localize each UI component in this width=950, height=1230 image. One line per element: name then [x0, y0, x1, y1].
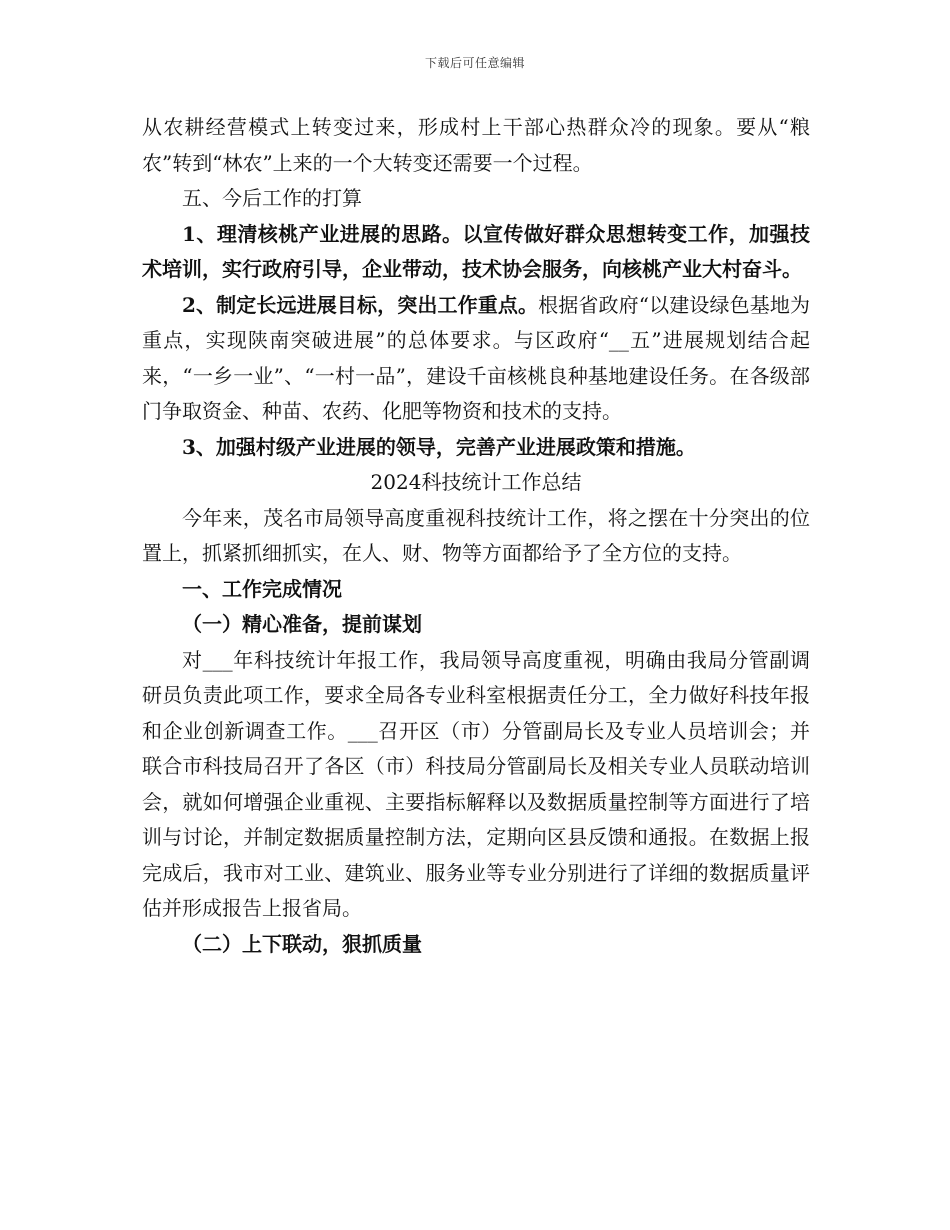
- subsection-heading-1: （一）精心准备，提前谋划: [182, 612, 422, 636]
- page-header: 下载后可任意编辑: [424, 56, 525, 70]
- document-title: 2024科技统计工作总结: [370, 470, 582, 494]
- subsection-heading-2: （二）上下联动，狠抓质量: [182, 931, 422, 956]
- section-heading-five: 五、今后工作的打算: [182, 186, 362, 210]
- section-heading-one: 一、工作完成情况: [182, 576, 342, 601]
- intro-paragraph: 今年来，茂名市局领导高度重视科技统计工作，将之摆在十分突出的位置上，抓紧抓细抓实，在人、财、物等方面都给予了全方位的支持。: [142, 505, 810, 565]
- plan-item-1: 1、理清核桃产业进展的思路。以宣传做好群众思想转变工作，加强技术培训，实行政府引导，企业带动，技术协会服务，向核桃产业大村奋斗。: [142, 221, 810, 281]
- plan-item-2-heading: 2、制定长远进展目标，突出工作重点。: [182, 292, 539, 317]
- document-body: [142, 110, 810, 962]
- plan-item-2-body: 根据省政府“以建设绿色基地为重点，实现陕南突破进展”的总体要求。与区政府“__五”进展规划结合起来，“一乡一业”、“一村一品”，建设千亩核桃良种基地建设任务。在各级部门争取资金、种苗、农药、化肥等物资和技术的支持。: [142, 292, 810, 423]
- paragraph-continuation: 从农耕经营模式上转变过来，形成村上干部心热群众冷的现象。要从“粮农”转到“林农”上来的一个大转变还需要一个过程。: [142, 115, 810, 175]
- plan-item-3: 3、加强村级产业进展的领导，完善产业进展政策和措施。: [182, 434, 696, 459]
- subsection-1-body: 对___年科技统计年报工作，我局领导高度重视，明确由我局分管副调研员负责此项工作，要求全局各专业科室根据责任分工，全力做好科技年报和企业创新调查工作。___召开区（市）分管副局长及专业人员培训会；并联合市科技局召开了各区（市）科技局分管副局长及相关专业人员联动培训会，就如何增强企业重视、主要指标解释以及数据质量控制等方面进行了培训与讨论，并制定数据质量控制方法，定期向区县反馈和通报。在数据上报完成后，我市对工业、建筑业、服务业等专业分别进行了详细的数据质量评估并形成报告上报省局。: [142, 647, 810, 920]
- plan-item-2: [142, 288, 810, 430]
